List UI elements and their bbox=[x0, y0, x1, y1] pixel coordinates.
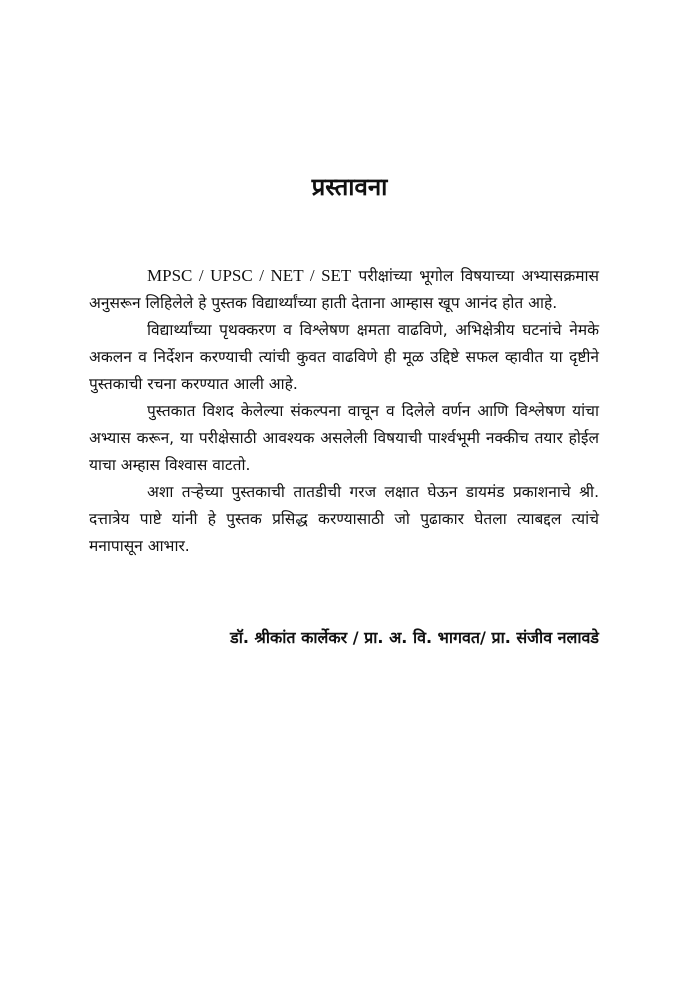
preface-body bbox=[89, 262, 599, 560]
author-signature: डॉ. श्रीकांत कार्लेकर / प्रा. अ. वि. भागवत/ प्रा. संजीव नलावडे bbox=[230, 628, 599, 647]
paragraph-1-text: परीक्षांच्या भूगोल विषयाच्या अभ्यासक्रमास अनुसरून लिहिलेले हे पुस्तक विद्यार्थ्यांच्या हाती देताना आम्हास खूप आनंद होत आहे. bbox=[89, 267, 599, 312]
paragraph-3: पुस्तकात विशद केलेल्या संकल्पना वाचून व दिलेले वर्णन आणि विश्लेषण यांचा अभ्यास करून, या परीक्षेसाठी आवश्यक असलेली विषयाची पार्श्वभूमी नक्कीच तयार होईल याचा अम्हास विश्वास वाटतो. bbox=[89, 402, 599, 474]
paragraph-2: विद्यार्थ्यांच्या पृथक्करण व विश्लेषण क्षमता वाढविणे, अभिक्षेत्रीय घटनांचे नेमके अकलन व निर्देशन करण्याची त्यांची कुवत वाढविणे ही मूळ उद्दिष्टे सफल व्हावीत या दृष्टीने पुस्तकाची रचना करण्यात आली आहे. bbox=[89, 321, 599, 393]
page-title: प्रस्तावना bbox=[311, 173, 388, 201]
paragraph-1 bbox=[89, 262, 599, 317]
paragraph-4: अशा तऱ्हेच्या पुस्तकाची तातडीची गरज लक्षात घेऊन डायमंड प्रकाशनाचे श्री. दत्तात्रेय पाष्टे यांनी हे पुस्तक प्रसिद्ध करण्यासाठी जो पुढाकार घेतला त्याबद्दल त्यांचे मनापासून आभार. bbox=[89, 483, 599, 555]
exam-names: MPSC / UPSC / NET / SET bbox=[147, 266, 352, 285]
